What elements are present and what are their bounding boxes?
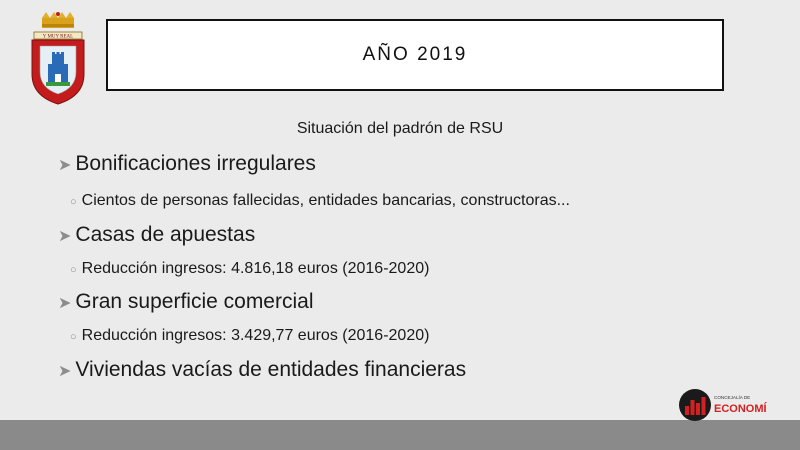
economia-logo <box>678 388 770 422</box>
bullet-text: Gran superficie comercial <box>75 290 314 313</box>
bullet-item <box>58 152 316 176</box>
arrow-bullet-icon: ➤ <box>58 295 72 312</box>
slide-subtitle: Situación del padrón de RSU <box>296 120 504 137</box>
coat-of-arms-icon <box>28 12 88 108</box>
arrow-bullet-icon: ➤ <box>58 228 72 245</box>
slide-title: AÑO 2019 <box>362 44 468 65</box>
ring-bullet-icon: ○ <box>70 264 77 276</box>
sub-bullet-item <box>70 327 429 345</box>
bullet-text: Casas de apuestas <box>75 223 256 246</box>
bullet-text: Bonificaciones irregulares <box>75 152 316 175</box>
logo-label-main: ECONOMÍ <box>714 403 767 415</box>
bullet-item <box>58 290 314 314</box>
logo-label-top: CONCEJALÍA DE <box>714 395 751 400</box>
sub-bullet-item <box>70 260 429 278</box>
title-box <box>106 19 724 91</box>
bullet-item <box>58 358 466 382</box>
sub-bullet-item <box>70 192 570 210</box>
ring-bullet-icon: ○ <box>70 331 77 343</box>
sub-bullet-text: Reducción ingresos: 4.816,18 euros (2016-2020) <box>81 260 430 277</box>
sub-bullet-text: Reducción ingresos: 3.429,77 euros (2016-2020) <box>81 327 430 344</box>
arrow-bullet-icon: ➤ <box>58 157 72 174</box>
crest-motto: Y MUY REAL <box>42 34 74 40</box>
bullet-item <box>58 223 255 247</box>
bullet-text: Viviendas vacías de entidades financieras <box>75 358 467 381</box>
sub-bullet-text: Cientos de personas fallecidas, entidades bancarias, constructoras... <box>81 192 570 209</box>
bottom-bar <box>0 420 800 450</box>
ring-bullet-icon: ○ <box>70 196 77 208</box>
arrow-bullet-icon: ➤ <box>58 363 72 380</box>
